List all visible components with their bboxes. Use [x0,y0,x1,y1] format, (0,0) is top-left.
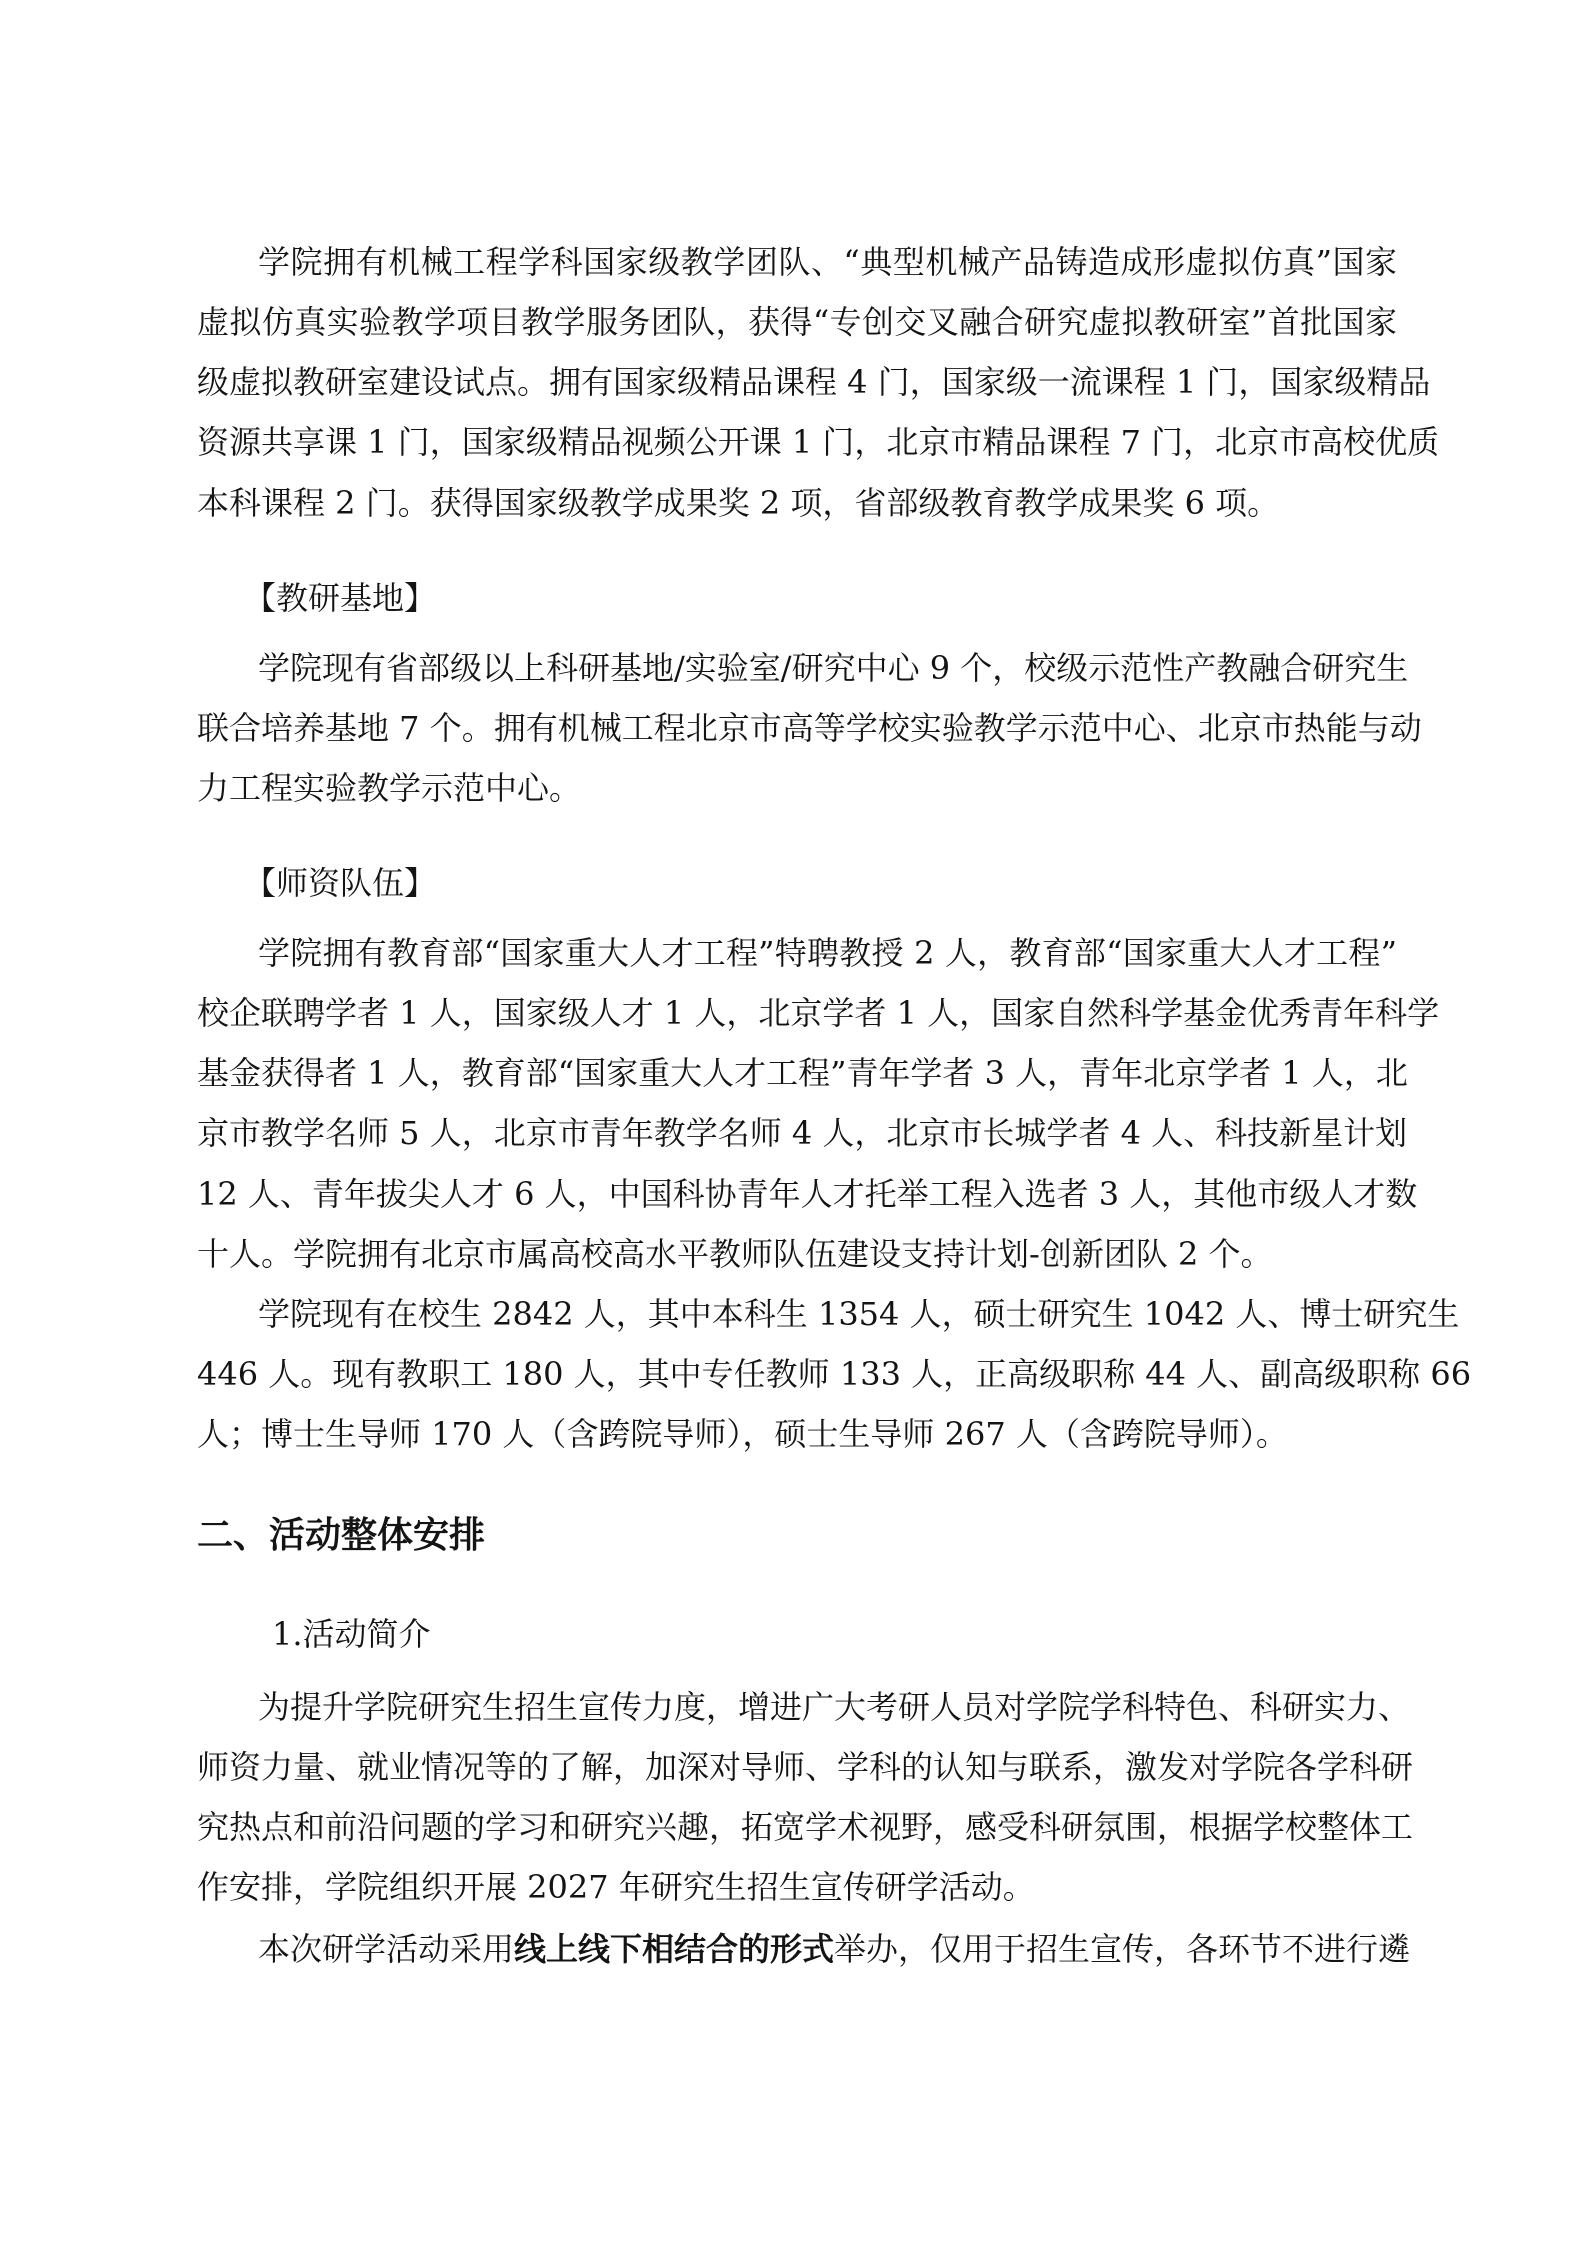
faculty-line-1: 学院拥有教育部“国家重大人才工程”特聘教授 2 人，教育部“国家重大人才工程” [258,934,1397,972]
activity-line-2: 师资力量、就业情况等的了解，加深对导师、学科的认知与联系，激发对学院各学科研 [197,1748,1414,1786]
intro-line-5: 本科课程 2 门。获得国家级教学成果奖 2 项，省部级教育教学成果奖 6 项。 [197,484,1280,522]
intro-line-1: 学院拥有机械工程学科国家级教学团队、“典型机械产品铸造成形虚拟仿真”国家 [258,243,1397,281]
activity-line-5-end: 举办，仅用于招生宣传，各环节不进行遴 [834,1930,1411,1968]
section-two-subheading: 1.活动简介 [272,1615,431,1653]
faculty-line-5: 12 人、青年拔尖人才 6 人，中国科协青年人才托举工程入选者 3 人，其他市级人才数 [197,1175,1418,1213]
intro-line-4: 资源共享课 1 门，国家级精品视频公开课 1 门，北京市精品课程 7 门，北京市高校优质 [197,423,1440,461]
intro-line-3: 级虚拟教研室建设试点。拥有国家级精品课程 4 门，国家级一流课程 1 门，国家级精品 [197,363,1431,401]
students-line-2: 446 人。现有教职工 180 人，其中专任教师 133 人，正高级职称 44 人、副高级职称 66 [197,1355,1472,1393]
activity-line-3: 究热点和前沿问题的学习和研究兴趣，拓宽学术视野，感受科研氛围，根据学校整体工 [197,1808,1414,1846]
section-faculty-title: 【师资队伍】 [244,864,437,902]
faculty-line-2: 校企联聘学者 1 人，国家级人才 1 人，北京学者 1 人，国家自然科学基金优秀青年科学 [197,994,1440,1032]
faculty-line-6: 十人。学院拥有北京市属高校高水平教师队伍建设支持计划-创新团队 2 个。 [197,1235,1273,1273]
activity-format-emphasis: 线上线下相结合的形式 [514,1930,835,1968]
activity-line-4: 作安排，学院组织开展 2027 年研究生招生宣传研学活动。 [197,1868,1035,1906]
activity-line-1: 为提升学院研究生招生宣传力度，增进广大考研人员对学院学科特色、科研实力、 [258,1688,1411,1726]
faculty-line-4: 京市教学名师 5 人，北京市青年教学名师 4 人，北京市长城学者 4 人、科技新星计划 [197,1114,1408,1152]
faculty-line-3: 基金获得者 1 人，教育部“国家重大人才工程”青年学者 3 人，青年北京学者 1 人，北 [197,1054,1408,1092]
activity-line-5-start: 本次研学活动采用 [258,1930,515,1968]
section-bases-title: 【教研基地】 [244,579,437,617]
intro-line-2: 虚拟仿真实验教学项目教学服务团队，获得“专创交叉融合研究虚拟教研室”首批国家 [197,303,1397,341]
bases-line-3: 力工程实验教学示范中心。 [197,769,582,807]
bases-line-1: 学院现有省部级以上科研基地/实验室/研究中心 9 个，校级示范性产教融合研究生 [258,649,1409,687]
bases-line-2: 联合培养基地 7 个。拥有机械工程北京市高等学校实验教学示范中心、北京市热能与动 [197,709,1422,747]
activity-line-5 [258,1929,1411,1969]
students-line-3: 人；博士生导师 170 人（含跨院导师），硕士生导师 267 人（含跨院导师）。 [197,1415,1288,1453]
students-line-1: 学院现有在校生 2842 人，其中本科生 1354 人，硕士研究生 1042 人、博士研究生 [258,1295,1460,1333]
section-two-heading: 二、活动整体安排 [197,1515,486,1556]
